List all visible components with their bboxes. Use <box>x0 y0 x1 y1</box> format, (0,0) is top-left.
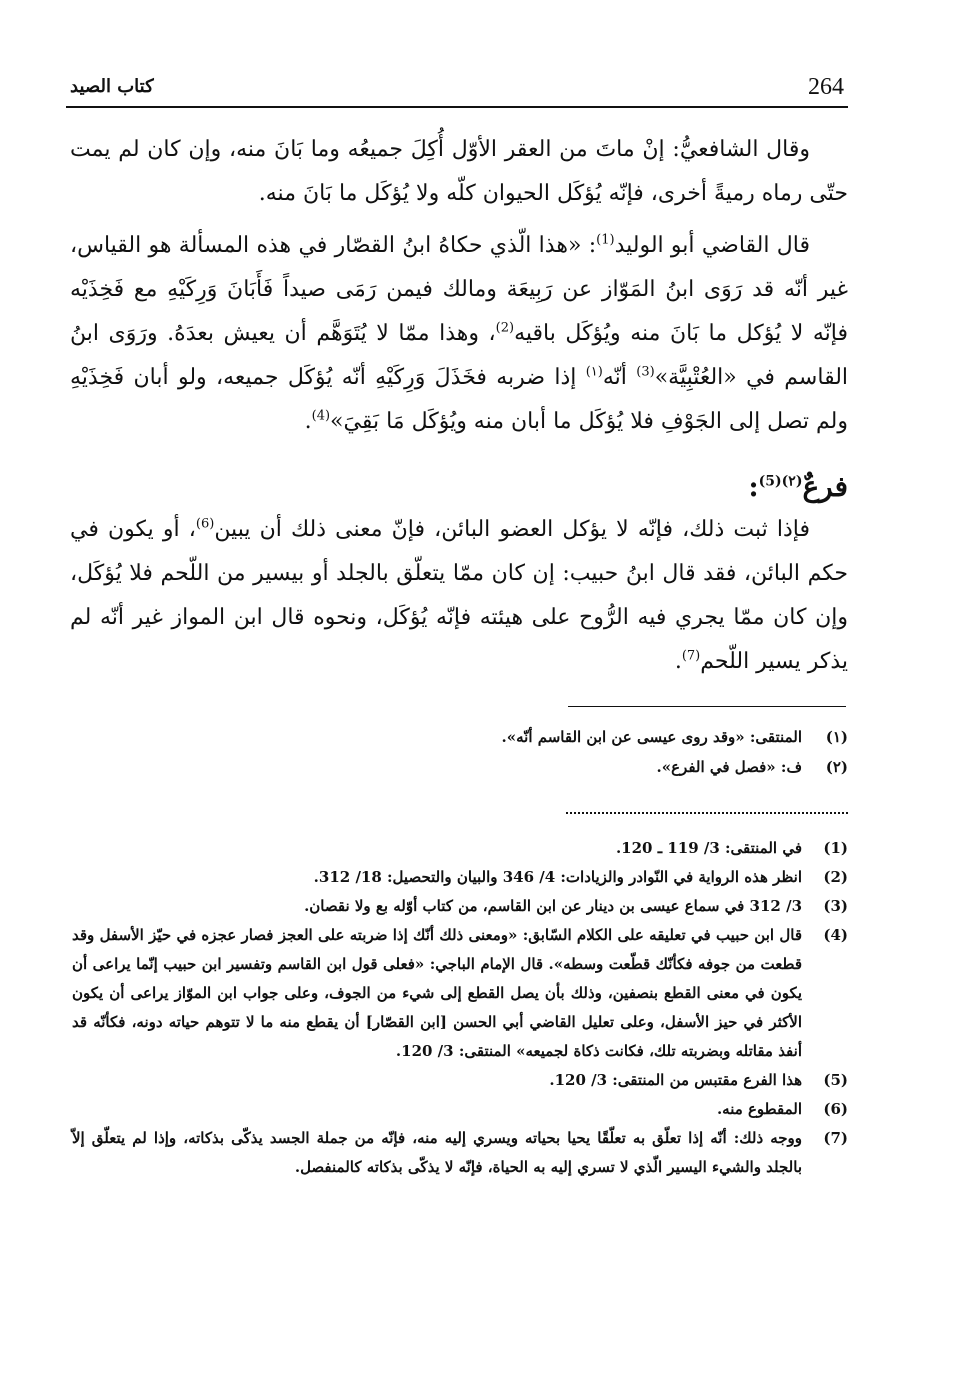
text-run: . <box>674 649 682 674</box>
footnote-ref: (2) <box>495 320 515 336</box>
text-run: ، أو يكون في حكم البائن، فقد قال ابنُ حبيب: إن كان ممّا يتعلّق بالجلد أو بيسير من اللّحم فلا يُؤكَل، وإن كان ممّا يجري فيه الرُّوح على هيئته فإنّه يُؤكَل، ونحوه قال ابن المواز غير أنّه لم يذكر يسير اللّحم <box>70 517 848 674</box>
text-run: . <box>304 409 312 434</box>
footnote-ref: (6) <box>195 516 215 532</box>
footnote-number: (3) <box>823 897 848 915</box>
heading-colon: : <box>748 470 759 503</box>
footnotes <box>72 834 848 1182</box>
heading-refs: (٢)(5) <box>758 473 803 490</box>
footnote <box>72 892 848 921</box>
footnote <box>72 1066 848 1095</box>
paragraph-shafii <box>70 128 848 216</box>
footnote-text: في المنتقى: 3/ 119 ـ 120. <box>615 839 802 857</box>
footnote-text: 3/ 312 في سماع عيسى بن دينار عن ابن القاسم، من كتاب أوّله بع ولا نقصان. <box>304 897 802 915</box>
note-number: (٢) <box>825 758 848 776</box>
header-rule <box>66 106 848 108</box>
footnote-text: المقطوع منه. <box>716 1100 802 1118</box>
text-run: أنّه <box>602 365 637 390</box>
text-run: إذا ضربه فخَذَلَ وَرِكَيْهِ أنّه يُؤكَل جميعه، ولو أبان فَخِذَيْهِ ولم تصل إلى الجَوْفِ فلا يُؤكَل ما أبان منه ويُؤكَل مَا بَقِيَ» <box>70 365 848 434</box>
page-header <box>66 74 848 104</box>
footnote <box>72 1124 848 1182</box>
variant-note <box>200 752 848 782</box>
running-title: كتاب الصيد <box>70 76 154 97</box>
footnote-number: (4) <box>823 926 848 944</box>
footnote-ref: (4) <box>311 408 331 424</box>
footnote-number: (6) <box>823 1100 848 1118</box>
footnote-ref: (7) <box>681 648 701 664</box>
footnote <box>72 1095 848 1124</box>
text-run: ، وهذا ممّا لا يُتَوَهَّم أن يعيش بعدَهُ. ورَوَى ابنُ القاسم في «العُتْبِيَّة» <box>70 321 849 390</box>
main-text-continued <box>70 508 848 684</box>
text-run: قال القاضي أبو الوليد <box>614 233 810 258</box>
note-number: (١) <box>825 728 848 746</box>
variant-notes <box>200 722 848 782</box>
footnote-number: (5) <box>823 1071 848 1089</box>
footnote-text: ووجه ذلك: أنّه إذا تعلّق به تعلّقًا يحيا بحياته ويسري إليه منه، فإنّه من جملة الجسد يذكّى بذكاته، وإذا لم يتعلّق إلاّ بالجلد والشيء اليسير الّذي لا تسري إليه به الحياة، فإنّه لا يذكّى بذكاته كالمنفصل. <box>72 1129 802 1176</box>
main-text <box>70 128 848 444</box>
footnote-text: قال ابن حبيب في تعليقه على الكلام السّابق: «ومعنى ذلك أنّك إذا ضربته على العجز فصار عجزه في حيّز الأسفل وقد قطعت من جوفه فكأنّك قطّعت وسطه». قال الإمام الباجي: «فعلى قول ابن القاسم وتفسير ابن حبيب إنّما يراعى أن يكون في معنى القطع بنصفين، وذلك بأن يصل القطع إلى شيء من الجوف، وعلى جواب ابن الموّاز يراعى أن يكون الأكثر في حيز الأسفل، وعلى تعليل القاضي أبي الحسن [ابن القصّار] أن يقطع منه ما لا تتوهم حياته دونه، فكأنّه قد أنفذ مقاتله وبضربته تلك، فكانت ذكاة لجميعه» المنتقى: 3/ 120. <box>72 926 802 1060</box>
heading-text: فرعٌ <box>802 470 848 503</box>
page-number: 264 <box>808 74 844 100</box>
footnote <box>72 863 848 892</box>
variant-note <box>200 722 848 752</box>
paragraph-branch <box>70 508 848 684</box>
footnote-text: هذا الفرع مقتبس من المنتقى: 3/ 120. <box>549 1071 802 1089</box>
footnote-number: (7) <box>823 1129 848 1147</box>
variant-ref: (١) <box>585 364 603 380</box>
note-text: ف: «فصل في الفرع». <box>656 758 802 776</box>
footnote <box>72 834 848 863</box>
section-heading <box>748 470 848 503</box>
footnote-number: (1) <box>823 839 848 857</box>
footnote-ref: (1) <box>596 232 615 248</box>
note-text: المنتقى: «وقد روى عيسى عن ابن القاسم أنّه». <box>501 728 802 746</box>
footnote-text: انظر هذه الرواية في النّوادر والزيادات: 4/ 346 والبيان والتحصيل: 18/ 312. <box>313 868 802 886</box>
footnote <box>72 921 848 1066</box>
dotted-separator <box>566 812 848 814</box>
paragraph-abu-al-walid <box>70 224 848 444</box>
footnote-ref: (3) <box>636 364 655 380</box>
footnote-number: (2) <box>823 868 848 886</box>
paragraph-text: وقال الشافعيُّ: إنْ ماتَ من العقر الأوّل أُكِلَ جميعُه وما بَانَ منه، وإن كان لم يمت حتّى رماه رميةً أخرى، فإنّه يُؤكَل الحيوان كلّه ولا يُؤكَل ما بَانَ منه. <box>70 137 848 206</box>
text-run: فإذا ثبت ذلك، فإنّه لا يؤكل العضو البائن، فإنّ معنى ذلك أن يبين <box>214 517 810 542</box>
notes-separator <box>568 706 846 707</box>
text-run: : «هذا الّذي حكاهُ ابنُ القصّار في هذه المسألة هو القياس، غير أنّه قد رَوَى ابنُ المَوّاز عن رَبِيعَة ومالك فيمن رَمَى صيداً فَأَبَانَ وَرِكَيْهِ مع فَخِذَيْه فإنّه لا يُؤكل ما بَانَ منه ويُؤكَل باقيه <box>70 233 848 346</box>
